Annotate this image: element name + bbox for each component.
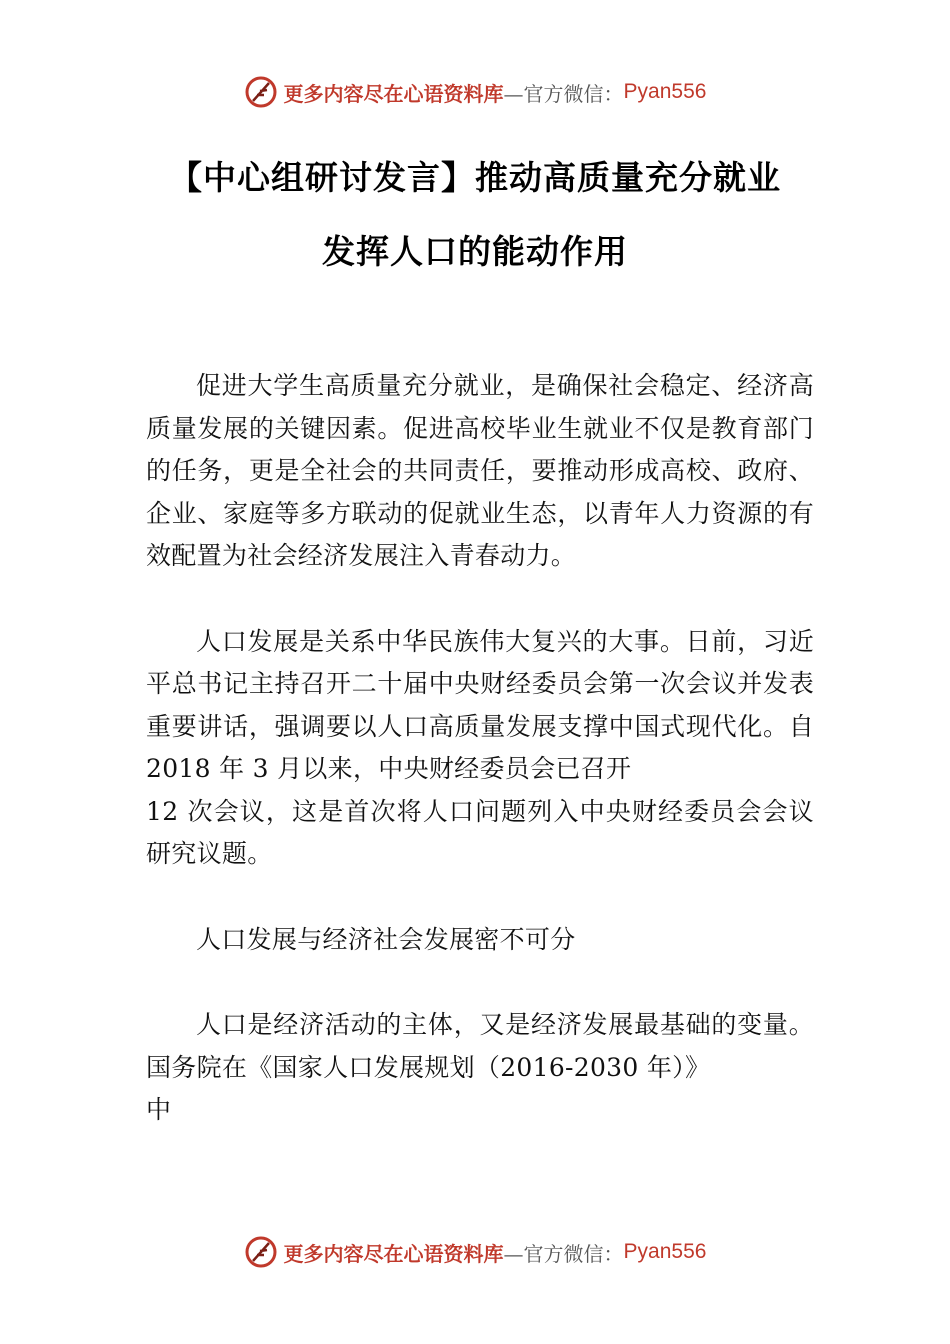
header-watermark: [0, 72, 950, 112]
document-body: [146, 365, 814, 1175]
paragraph-2-part-1: 人口发展是关系中华民族伟大复兴的大事。日前，习近平总书记主持召开二十届中央财经委员会第一次会议并发表重要讲话，强调要以人口高质量发展支撑中国式现代化。自 2018 年 3 月以来，中央财经委员会已召开: [146, 626, 814, 783]
paragraph-2: [146, 621, 814, 876]
watermark-wechat-label: —官方微信：: [503, 1241, 624, 1266]
page-title-line-1: 【中心组研讨发言】推动高质量充分就业: [169, 158, 781, 197]
page-title-line-2: 发挥人口的能动作用: [322, 232, 628, 271]
footer-watermark: [0, 1232, 950, 1272]
feather-circle-logo-icon: [244, 75, 278, 109]
paragraph-4-part-1: 人口是经济活动的主体，又是经济发展最基础的变量。国务院在《国家人口发展规划（2016-2030 年）》: [146, 1010, 814, 1082]
section-heading: 人口发展与经济社会发展密不可分: [196, 924, 576, 954]
paragraph-1: 促进大学生高质量充分就业，是确保社会稳定、经济高质量发展的关键因素。促进高校毕业生就业不仅是教育部门的任务，更是全社会的共同责任，要推动形成高校、政府、企业、家庭等多方联动的促就业生态，以青年人力资源的有效配置为社会经济发展注入青春动力。: [146, 371, 814, 570]
feather-circle-logo-icon: [244, 1235, 278, 1269]
watermark-wechat-label: —官方微信：: [503, 81, 624, 106]
paragraph-4: [146, 1004, 814, 1132]
watermark-wechat-id: Pyan556: [623, 80, 707, 103]
watermark-wechat-id: Pyan556: [623, 1240, 707, 1263]
watermark-site-name: 更多内容尽在心语资料库: [283, 1241, 504, 1266]
watermark-site-name: 更多内容尽在心语资料库: [283, 81, 504, 106]
paragraph-4-part-2: 中: [146, 1095, 172, 1124]
paragraph-2-part-2: 12 次会议，这是首次将人口问题列入中央财经委员会会议研究议题。: [146, 796, 814, 868]
